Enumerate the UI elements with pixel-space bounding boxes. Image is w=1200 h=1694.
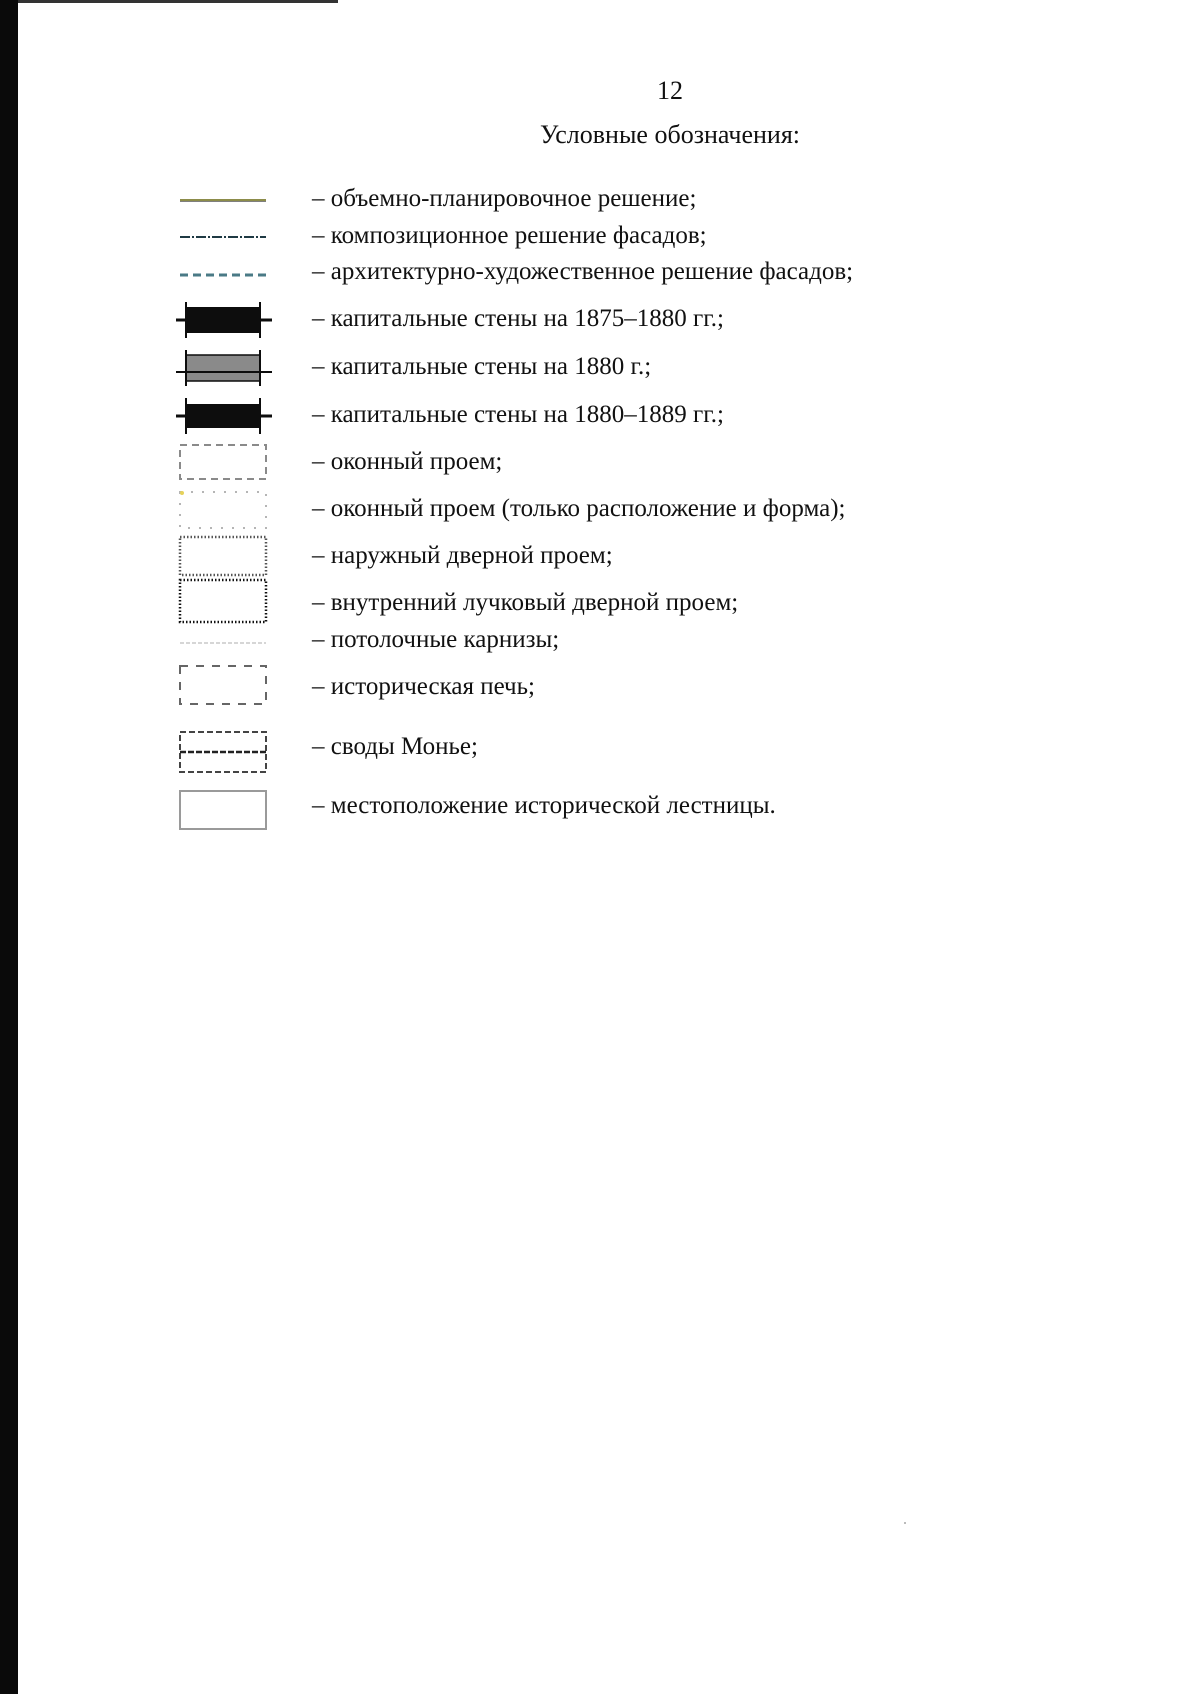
dashed-frame-icon — [180, 668, 280, 708]
legend-row-ceiling-cornices — [180, 621, 1140, 661]
legend-label: – местоположение исторической лестницы. — [312, 792, 776, 819]
solid-olive-line-icon — [180, 180, 280, 220]
scan-edge-left — [0, 0, 18, 1694]
grey-wall-icon — [180, 348, 280, 388]
dotted-frame-icon — [180, 490, 280, 530]
legend-label: – архитектурно-художественное решение фасадов; — [312, 258, 854, 285]
legend-row-monier-vaults — [180, 728, 1140, 768]
dotted-frame-icon — [180, 584, 280, 624]
legend-row-window-opening — [180, 443, 1140, 483]
legend-label: – композиционное решение фасадов; — [312, 222, 707, 249]
legend-row-walls-1875-1880 — [180, 300, 1140, 340]
legend-label: – потолочные карнизы; — [312, 626, 560, 653]
black-wall-icon — [180, 396, 280, 436]
dash-dot-line-icon — [180, 217, 280, 257]
legend-row-walls-1880 — [180, 348, 1140, 388]
legend-row-window-location — [180, 490, 1140, 530]
page-number: 12 — [657, 76, 683, 105]
legend-label: – капитальные стены на 1875–1880 гг.; — [312, 305, 724, 332]
legend-row-historic-staircase — [180, 787, 1140, 827]
double-dashed-frame-icon — [180, 728, 280, 768]
legend-row-exterior-door — [180, 537, 1140, 577]
legend-title: Условные обозначения: — [539, 120, 801, 149]
legend-row-historic-stove — [180, 668, 1140, 708]
scan-speck — [904, 1522, 906, 1524]
scan-edge-top — [18, 0, 338, 3]
legend-label: – наружный дверной проем; — [312, 542, 613, 569]
legend-label: – оконный проем; — [312, 448, 503, 475]
legend-row-facade-artistic — [180, 253, 1140, 293]
legend-label: – историческая печь; — [312, 673, 535, 700]
legend-label: – капитальные стены на 1880–1889 гг.; — [312, 401, 724, 428]
legend-row-volume-planning — [180, 180, 1140, 220]
legend-label: – оконный проем (только расположение и форма); — [312, 495, 846, 522]
legend-label: – капитальные стены на 1880 г.; — [312, 353, 652, 380]
legend-row-walls-1880-1889 — [180, 396, 1140, 436]
legend-label: – объемно-планировочное решение; — [312, 185, 697, 212]
legend-row-interior-door — [180, 584, 1140, 624]
faint-line-icon — [180, 621, 280, 661]
dashed-frame-icon — [180, 443, 280, 483]
dotted-frame-icon — [180, 537, 280, 577]
legend-label: – внутренний лучковый дверной проем; — [312, 589, 739, 616]
dashed-line-icon — [180, 253, 280, 293]
solid-frame-icon — [180, 787, 280, 827]
legend-row-facade-composition — [180, 217, 1140, 257]
black-wall-icon — [180, 300, 280, 340]
legend-label: – своды Монье; — [312, 733, 478, 760]
